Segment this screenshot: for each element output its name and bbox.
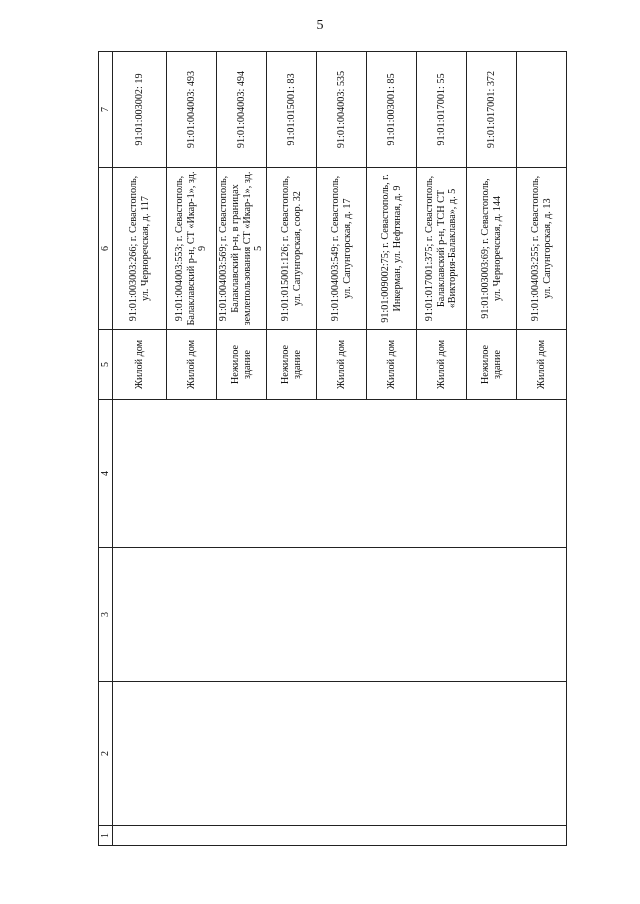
parcel-cell: 91:01:003002: 19 <box>113 52 167 168</box>
rotated-table-container <box>98 52 574 846</box>
address-cell: 91:01:003003:69; г. Севастополь, ул. Черноречская, д. 144 <box>467 168 517 330</box>
cell-col1 <box>113 826 567 846</box>
column-header: 4 <box>99 400 113 548</box>
object-type-cell: Нежилое здание <box>217 330 267 400</box>
table-row <box>113 52 167 846</box>
parcel-cell: 91:01:004003: 535 <box>317 52 367 168</box>
column-header: 1 <box>99 826 113 846</box>
column-header: 5 <box>99 330 113 400</box>
parcel-cell: 91:01:017001: 372 <box>467 52 517 168</box>
column-header: 3 <box>99 548 113 682</box>
object-type-cell: Жилой дом <box>517 330 567 400</box>
object-type-cell: Жилой дом <box>113 330 167 400</box>
register-table <box>98 51 567 846</box>
address-cell: 91:01:009002:75; г. Севастополь, г. Инкерман, ул. Нефтяная, д. 9 <box>367 168 417 330</box>
parcel-cell: 91:01:004003: 494 <box>217 52 267 168</box>
object-type-cell: Жилой дом <box>417 330 467 400</box>
page-number: 5 <box>316 18 324 33</box>
header-row <box>99 52 113 846</box>
address-cell: 91:01:004003:553; г. Севастополь, Балаклавский р-н, СТ «Икар-1», зд. 9 <box>167 168 217 330</box>
address-cell: 91:01:004003:569; г. Севастополь, Балаклавский р-н, в границах землепользования СТ «Икар-1», зд. 5 <box>217 168 267 330</box>
column-header: 2 <box>99 682 113 826</box>
address-cell: 91:01:004003:255; г. Севастополь, ул. Сапунгорская, д. 13 <box>517 168 567 330</box>
cell-col4 <box>113 400 567 548</box>
object-type-cell: Нежилое здание <box>267 330 317 400</box>
object-type-cell: Нежилое здание <box>467 330 517 400</box>
parcel-cell: 91:01:004003: 493 <box>167 52 217 168</box>
parcel-cell: 91:01:015001: 83 <box>267 52 317 168</box>
object-type-cell: Жилой дом <box>367 330 417 400</box>
parcel-cell <box>517 52 567 168</box>
column-header: 6 <box>99 168 113 330</box>
parcel-cell: 91:01:003001: 85 <box>367 52 417 168</box>
address-cell: 91:01:017001:375; г. Севастополь, Балаклавский р-н, ТСН СТ «Виктория-Балаклава», д. 5 <box>417 168 467 330</box>
object-type-cell: Жилой дом <box>167 330 217 400</box>
column-header: 7 <box>99 52 113 168</box>
cell-col3 <box>113 548 567 682</box>
parcel-cell: 91:01:017001: 55 <box>417 52 467 168</box>
address-cell: 91:01:015001:126; г. Севастополь, ул. Сапунгорская, соор. 32 <box>267 168 317 330</box>
object-type-cell: Жилой дом <box>317 330 367 400</box>
cell-col2 <box>113 682 567 826</box>
address-cell: 91:01:003003:266; г. Севастополь, ул. Черноречская, д. 117 <box>113 168 167 330</box>
address-cell: 91:01:004003:549; г. Севастополь, ул. Сапунгорская, д. 17 <box>317 168 367 330</box>
